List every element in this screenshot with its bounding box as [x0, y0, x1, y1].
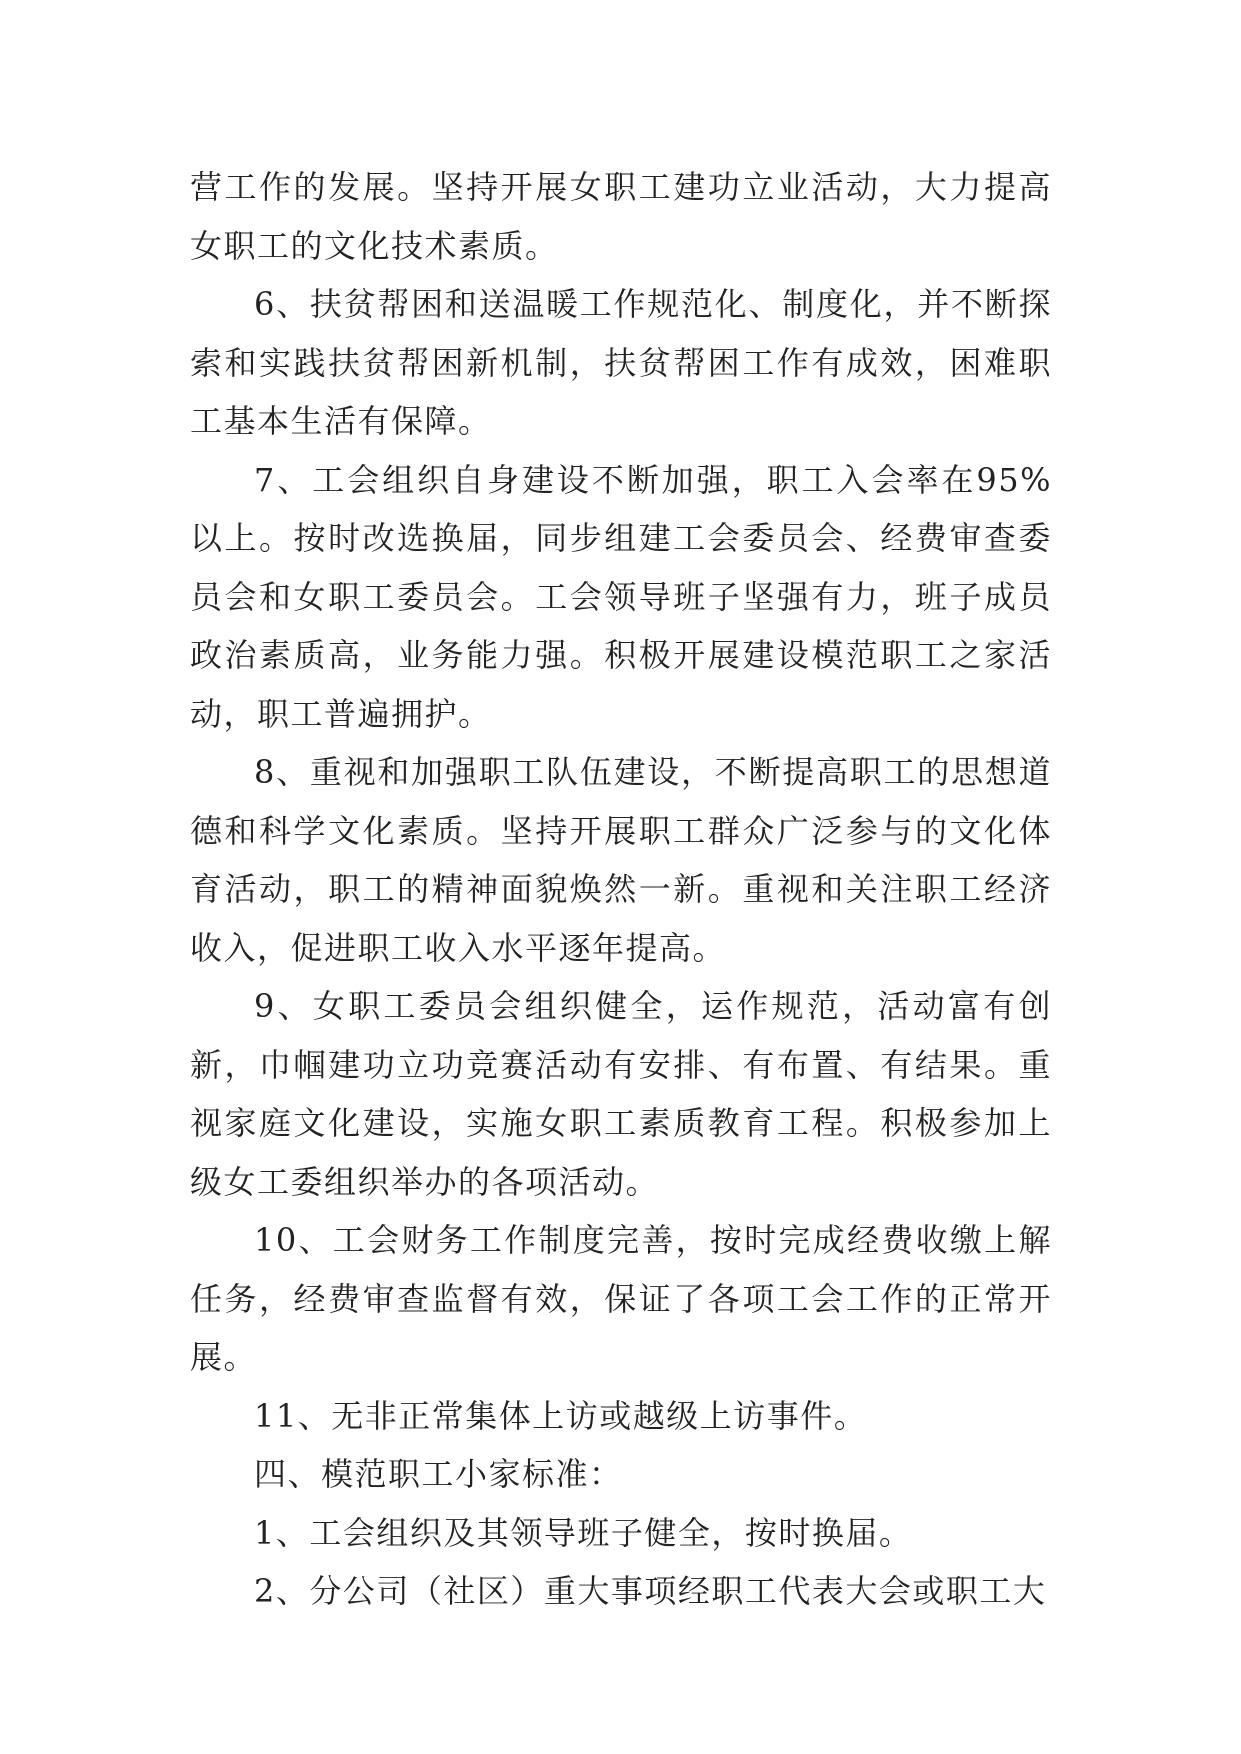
paragraph-continuation: 营工作的发展。坚持开展女职工建功立业活动，大力提高女职工的文化技术素质。	[190, 168, 1052, 265]
paragraph-item-7: 7、工会组织自身建设不断加强，职工入会率在95%以上。按时改选换届，同步组建工会委员会、经费审查委员会和女职工委员会。工会领导班子坚强有力，班子成员政治素质高，业务能力强。积极开展建设模范职工之家活动，职工普遍拥护。	[190, 460, 1052, 733]
paragraph-item-6: 6、扶贫帮困和送温暖工作规范化、制度化，并不断探索和实践扶贫帮困新机制，扶贫帮困工作有成效，困难职工基本生活有保障。	[190, 285, 1052, 440]
paragraph-standard-1: 1、工会组织及其领导班子健全，按时换届。	[254, 1513, 913, 1552]
paragraph-item-11: 11、无非正常集体上访或越级上访事件。	[254, 1396, 868, 1435]
paragraph-item-9: 9、女职工委员会组织健全，运作规范，活动富有创新，巾帼建功立功竞赛活动有安排、有布置、有结果。重视家庭文化建设，实施女职工素质教育工程。积极参加上级女工委组织举办的各项活动。	[190, 987, 1052, 1201]
paragraph-item-10: 10、工会财务工作制度完善，按时完成经费收缴上解任务，经费审查监督有效，保证了各项工会工作的正常开展。	[190, 1221, 1052, 1376]
section-heading-4: 四、模范职工小家标准：	[254, 1455, 623, 1493]
paragraph-item-8: 8、重视和加强职工队伍建设，不断提高职工的思想道德和科学文化素质。坚持开展职工群众广泛参与的文化体育活动，职工的精神面貌焕然一新。重视和关注职工经济收入，促进职工收入水平逐年提高。	[190, 753, 1052, 967]
document-body	[190, 158, 1052, 1621]
paragraph-standard-2: 2、分公司（社区）重大事项经职工代表大会或职工大	[254, 1572, 1047, 1610]
